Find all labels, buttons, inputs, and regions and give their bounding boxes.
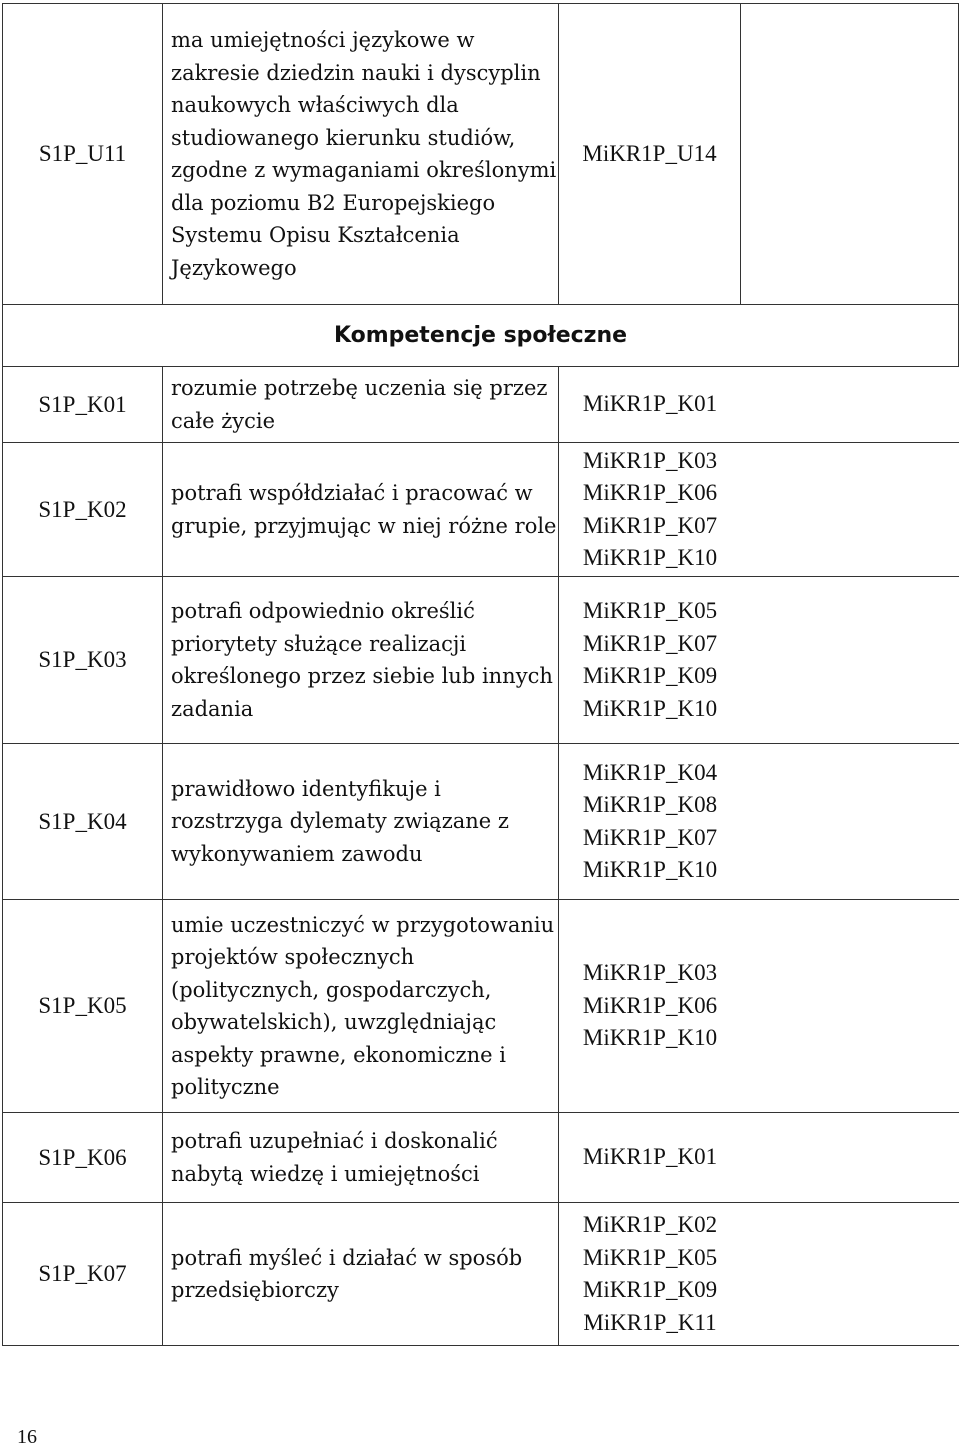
table-row [3,367,959,443]
outcome-code: S1P_U11 [3,4,163,305]
table-row [3,577,959,744]
mapping-code: MiKR1P_K10 [582,695,718,721]
page-number: 16 [17,1426,37,1448]
mapping-codes [559,744,959,900]
table-row [3,900,959,1113]
mapping-code: MiKR1P_K01 [582,391,718,417]
table-row [3,4,959,305]
mapping-code: MiKR1P_K03 [582,447,718,473]
table-row [3,443,959,577]
outcome-description: potrafi odpowiednio określić priorytety służące realizacji określonego przez siebie lub innych zadania [163,577,559,744]
mapping-code: MiKR1P_K05 [582,598,718,623]
mapping-codes [559,367,959,443]
outcome-code: S1P_K02 [3,443,163,577]
mapping-codes [559,900,959,1113]
mapping-code: MiKR1P_K06 [582,992,718,1018]
outcome-description: prawidłowo identyfikuje i rozstrzyga dylematy związane z wykonywaniem zawodu [163,744,559,900]
mapping-code: MiKR1P_K07 [582,512,718,538]
table-row [3,1113,959,1203]
mapping-code: MiKR1P_K06 [582,480,718,505]
outcome-code: S1P_K04 [3,744,163,900]
mapping-codes [559,1203,959,1346]
mapping-codes [559,4,741,305]
mapping-code: MiKR1P_K11 [583,1309,717,1335]
mapping-code: MiKR1P_K02 [582,1212,718,1237]
mapping-code: MiKR1P_K07 [582,630,718,656]
mapping-code: MiKR1P_K04 [582,759,718,785]
mapping-code: MiKR1P_K10 [582,1025,718,1051]
mapping-codes [559,577,959,744]
mapping-code: MiKR1P_K09 [582,663,718,688]
outcome-description: ma umiejętności językowe w zakresie dziedzin nauki i dyscyplin naukowych właściwych dla studiowanego kierunku studiów, zgodne z wymaganiami określonymi dla poziomu B2 Europejskiego Systemu Opisu Kształcenia Językowego [163,4,559,305]
mapping-code: MiKR1P_K01 [582,1144,718,1170]
mapping-code: MiKR1P_U14 [582,140,717,166]
table-row [3,1203,959,1346]
section-title: Kompetencje społeczne [3,305,959,367]
outcome-description: potrafi myśleć i działać w sposób przedsiębiorczy [163,1203,559,1346]
outcome-code: S1P_K05 [3,900,163,1113]
mapping-code: MiKR1P_K05 [582,1244,718,1270]
mapping-codes [559,443,959,577]
section-header-row [3,305,959,367]
table-row [3,744,959,900]
outcome-description: umie uczestniczyć w przygotowaniu projektów społecznych (politycznych, gospodarczych, obywatelskich), uwzględniając aspekty prawne, ekonomiczne i polityczne [163,900,559,1113]
outcome-code: S1P_K01 [3,367,163,443]
learning-outcomes-table [2,3,959,1346]
outcome-description: rozumie potrzebę uczenia się przez całe życie [163,367,559,443]
mapping-list [559,138,740,171]
outcome-description: potrafi uzupełniać i doskonalić nabytą wiedzę i umiejętności [163,1113,559,1203]
outcome-description: potrafi współdziałać i pracować w grupie, przyjmując w niej różne role [163,443,559,577]
mapping-code: MiKR1P_K10 [582,857,718,882]
outcome-code: S1P_K07 [3,1203,163,1346]
mapping-code: MiKR1P_K07 [582,824,718,850]
empty-cell [741,4,959,305]
mapping-code: MiKR1P_K10 [582,545,718,570]
mapping-code: MiKR1P_K08 [582,792,718,817]
mapping-code: MiKR1P_K09 [582,1277,718,1302]
mapping-code: MiKR1P_K03 [582,960,718,986]
mapping-codes [559,1113,959,1203]
outcome-code: S1P_K03 [3,577,163,744]
outcome-code: S1P_K06 [3,1113,163,1203]
